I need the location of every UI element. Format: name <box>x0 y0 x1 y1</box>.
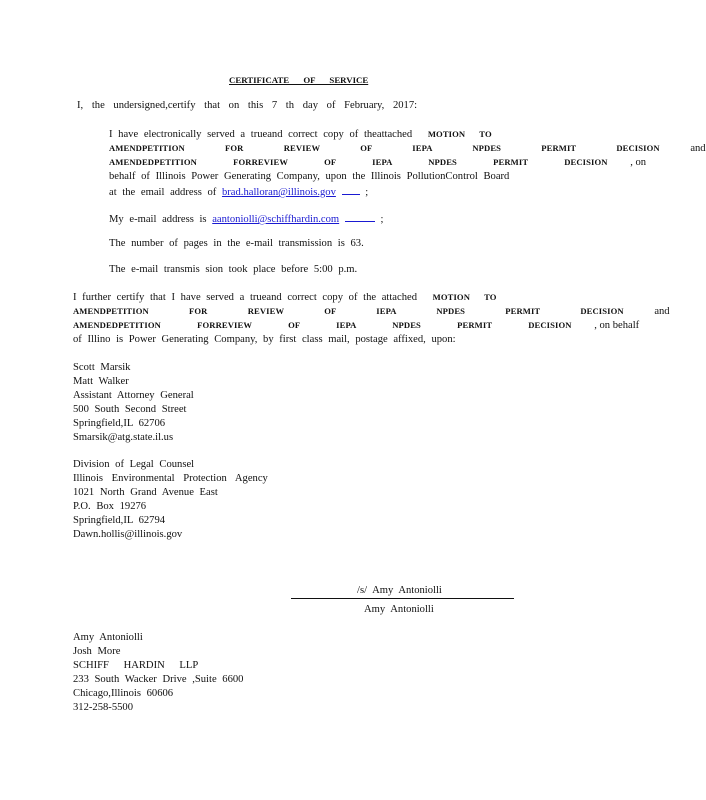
signature-rule <box>291 598 514 599</box>
page-count-statement: The number of pages in the e-mail transmission is 63. <box>109 238 364 249</box>
transmission-time-statement: The e-mail transmis sion took place before 5:00 p.m. <box>109 264 358 275</box>
counsel-line: 233 South Wacker Drive ,Suite 6600 <box>73 674 244 685</box>
para1-line2-and: and <box>690 143 706 154</box>
signatory-name: Amy Antoniolli <box>364 604 434 615</box>
address-line: Illinois Environmental Protection Agency <box>73 473 268 484</box>
para5-line4: of Illino is Power Generating Company, by first class mail, postage affixed, upon: <box>73 334 456 345</box>
para1-line2-caps: AMENDPETITION FOR REVIEW OF IEPA NPDES PERMIT DECISION <box>109 143 660 153</box>
counsel-line: Chicago,Illinois 60606 <box>73 688 174 699</box>
para2-pre: My e-mail address is <box>109 214 207 225</box>
address-line: Matt Walker <box>73 376 129 387</box>
para1-line3-caps: AMENDEDPETITION FORREVIEW OF IEPA NPDES PERMIT DECISION <box>109 157 608 167</box>
sender-email-link[interactable]: aantoniolli@schiffhardin.com <box>212 214 340 225</box>
para1-line1-caps: MOTION TO <box>427 129 492 139</box>
address-line: Scott Marsik <box>73 362 131 373</box>
address-line: P.O. Box 19276 <box>73 501 147 512</box>
para1-line1-text: I have electronically served a trueand correct copy of theattached <box>109 129 413 140</box>
para5-line1-caps: MOTION TO <box>432 292 497 302</box>
counsel-line: Josh More <box>73 646 121 657</box>
counsel-line: Amy Antoniolli <box>73 632 143 643</box>
address-line: 1021 North Grand Avenue East <box>73 487 218 498</box>
para1-line3-tail: , on <box>630 157 647 168</box>
counsel-phone: 312-258-5500 <box>73 702 134 713</box>
counsel-firm: SCHIFF HARDIN LLP <box>73 660 199 671</box>
para5-line3-tail: , on behalf <box>594 320 640 331</box>
sender-email-underline-pad <box>345 212 375 222</box>
email-underline-pad <box>342 185 360 195</box>
address-line: Springfield,IL 62794 <box>73 515 166 526</box>
para1-line4: behalf of Illinois Power Generating Company, upon the Illinois PollutionControl Board <box>109 171 510 182</box>
para1-line5-pre: at the email address of <box>109 187 217 198</box>
electronic-signature: /s/ Amy Antoniolli <box>357 585 442 596</box>
para5-line3-caps: AMENDEDPETITION FORREVIEW OF IEPA NPDES PERMIT DECISION <box>73 320 572 330</box>
para1-line5-post: ; <box>365 187 369 198</box>
recipient-email: Smarsik@atg.state.il.us <box>73 432 174 443</box>
document-title: CERTIFICATE OF SERVICE <box>229 75 369 85</box>
para2-post: ; <box>380 214 384 225</box>
para5-line2-caps: AMENDPETITION FOR REVIEW OF IEPA NPDES PERMIT DECISION <box>73 306 624 316</box>
recipient-email: Dawn.hollis@illinois.gov <box>73 529 183 540</box>
address-line: Springfield,IL 62706 <box>73 418 166 429</box>
sender-email-statement <box>109 212 383 225</box>
address-line: 500 South Second Street <box>73 404 187 415</box>
para5-line1-text: I further certify that I have served a trueand correct copy of the attached <box>73 292 417 303</box>
intro-statement: I, the undersigned,certify that on this 7 th day of February, 2017: <box>77 100 418 111</box>
para5-line2-and: and <box>654 306 670 317</box>
address-line: Assistant Attorney General <box>73 390 194 401</box>
board-email-link[interactable]: brad.halloran@illinois.gov <box>221 187 336 198</box>
address-line: Division of Legal Counsel <box>73 459 195 470</box>
